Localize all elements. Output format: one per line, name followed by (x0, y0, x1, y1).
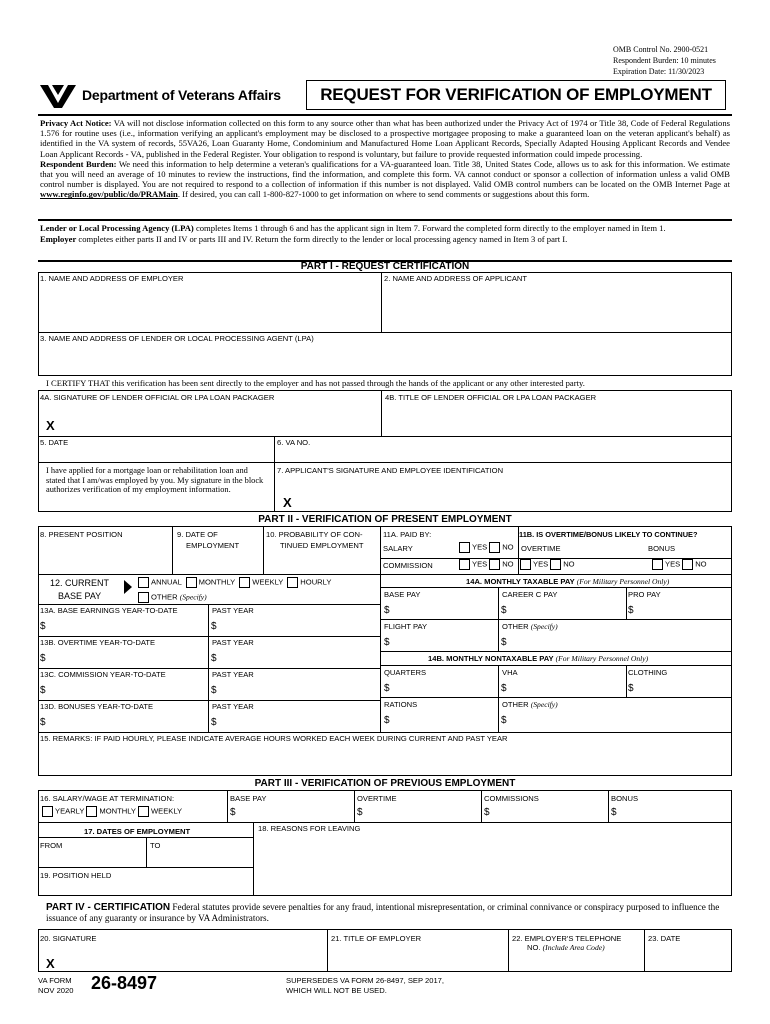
item14a-military-note: (For Military Personnel Only) (576, 577, 670, 586)
item13b-label: 13B. OVERTIME YEAR-TO-DATE (40, 638, 156, 647)
employer-text: completes either parts II and IV or parts III and IV. Return the form directly to the lender or local processing agency named in Item 3 of part I. (76, 233, 568, 244)
item17-label: 17. DATES OF EMPLOYMENT (84, 827, 191, 836)
item13d-label: 13D. BONUSES YEAR-TO-DATE (40, 702, 154, 711)
employer-signature-field[interactable] (39, 944, 326, 971)
lender-title-field[interactable] (382, 403, 731, 435)
other-taxable-specify: (Specify) (530, 622, 558, 631)
salary-label: SALARY (383, 544, 413, 553)
dollar-term-commissions: $ (484, 807, 490, 818)
from-date-field[interactable] (39, 851, 145, 866)
lpa-label: Lender or Local Processing Agency (LPA) (40, 223, 194, 233)
expiration-date: Expiration Date: 11/30/2023 (613, 67, 705, 76)
dollar-13b-past: $ (211, 653, 217, 664)
item13b-past-year-label: PAST YEAR (212, 638, 254, 647)
privacy-notice (38, 114, 732, 202)
item13a-past-year-label: PAST YEAR (212, 606, 254, 615)
salary-no-label: NO (502, 542, 514, 552)
va-seal-icon (38, 81, 78, 109)
part3-heading: PART III - VERIFICATION OF PREVIOUS EMPLOYMENT (254, 778, 516, 789)
item22-label-a: 22. EMPLOYER'S TELEPHONE (512, 934, 622, 943)
other-pay-group (136, 592, 207, 603)
commission-no-label: NO (502, 559, 514, 569)
date-field[interactable] (39, 448, 273, 461)
annual-label: ANNUAL (151, 577, 182, 587)
career-pay-label: CAREER C PAY (502, 590, 558, 599)
overtime-no-checkbox[interactable] (550, 559, 561, 570)
signature-x-mark: X (46, 418, 55, 433)
part1-heading: PART I - REQUEST CERTIFICATION (300, 261, 470, 272)
overtime-yes-group (518, 559, 575, 570)
applicant-statement: I have applied for a mortgage loan or rehabilitation loan and stated that I am/was employed by you. My signature in the block authorizes verification of my employment information. (46, 466, 264, 494)
term-base-pay-label: BASE PAY (230, 794, 267, 803)
dollar-term-overtime: $ (357, 807, 363, 818)
other-checkbox[interactable] (138, 592, 149, 603)
item11a-label: 11A. PAID BY: (383, 530, 432, 539)
weekly-label: WEEKLY (252, 577, 284, 587)
item13d-past-year-label: PAST YEAR (212, 702, 254, 711)
dollar-other-nontaxable: $ (501, 715, 507, 726)
to-date-field[interactable] (147, 851, 252, 866)
dollar-flight-pay: $ (384, 637, 390, 648)
other-label: OTHER (151, 592, 178, 602)
item6-va-no-label: 6. VA NO. (277, 438, 311, 447)
item16-label: 16. SALARY/WAGE AT TERMINATION: (40, 794, 175, 803)
commission-yes-checkbox[interactable] (459, 559, 470, 570)
item15-remarks-label: 15. REMARKS: IF PAID HOURLY, PLEASE INDICATE AVERAGE HOURS WORKED EACH WEEK DURING CURRENT AND PAST YEAR (40, 734, 508, 743)
footer-supersedes (286, 976, 444, 996)
va-logo (38, 80, 296, 110)
certification-date-field[interactable] (645, 944, 731, 971)
dollar-13b-ytd: $ (40, 653, 46, 664)
item19-label: 19. POSITION HELD (40, 871, 112, 880)
agency-name: Department of Veterans Affairs (82, 87, 281, 103)
overtime-yes-checkbox[interactable] (520, 559, 531, 570)
item13c-past-year-label: PAST YEAR (212, 670, 254, 679)
term-bonus-label: BONUS (611, 794, 639, 803)
commission-yes-group (457, 559, 514, 570)
overtime-no-label: NO (563, 559, 575, 569)
item22-area-code: (Include Area Code) (542, 943, 605, 952)
dollar-term-bonus: $ (611, 807, 617, 818)
employer-name-address-field[interactable] (39, 284, 380, 331)
form-number: 26-8497 (91, 973, 158, 993)
commission-label: COMMISSION (383, 561, 433, 570)
dollar-base-pay: $ (384, 605, 390, 616)
item12-label-b: BASE PAY (58, 591, 102, 601)
vha-label: VHA (502, 668, 518, 677)
dollar-other-taxable: $ (501, 637, 507, 648)
applicant-name-address-field[interactable] (382, 284, 731, 331)
part4-statement (46, 902, 730, 924)
other-taxable-text: OTHER (502, 622, 529, 631)
item10-label-b: TINUED EMPLOYMENT (280, 541, 364, 550)
bonus-label: BONUS (648, 544, 676, 553)
term-commissions-label: COMMISSIONS (484, 794, 539, 803)
hourly-label: HOURLY (300, 577, 332, 587)
bonus-yes-label: YES (665, 559, 681, 569)
reginfo-link[interactable]: www.reginfo.gov/public/do/PRAMain (40, 189, 178, 200)
omb-info (613, 44, 716, 77)
item3-lender-label: 3. NAME AND ADDRESS OF LENDER OR LOCAL PROCESSING AGENT (LPA) (40, 334, 314, 343)
omb-control-number: OMB Control No. 2900-0521 (613, 45, 709, 54)
bonus-no-checkbox[interactable] (682, 559, 693, 570)
dollar-13a-past: $ (211, 621, 217, 632)
annual-checkbox[interactable] (138, 577, 149, 588)
salary-yes-label: YES (472, 542, 488, 552)
position-held-field[interactable] (39, 881, 252, 895)
arrow-right-icon (124, 580, 132, 594)
burden-text-1: We need this information to help determine a veteran's qualifications for a VA-guaranteed loan. Title 38, United States Code, allows us to ask for this information. We estimate that you will need an average of 10 minutes to review the instructions, find the information, and complete this form. VA cannot conduct or sponsor a collection of information unless a valid OMB control number is displayed. You are not required to respond to a collection of information if this number is not displayed. Valid OMB control numbers can be located on the OMB Internet Page at (40, 158, 730, 190)
item22-label-b (527, 943, 605, 952)
item2-applicant-label: 2. NAME AND ADDRESS OF APPLICANT (384, 274, 528, 283)
dollar-rations: $ (384, 715, 390, 726)
to-label: TO (150, 841, 161, 850)
item13c-label: 13C. COMMISSION YEAR-TO-DATE (40, 670, 166, 679)
commission-yes-label: YES (472, 559, 488, 569)
item14a-title: 14A. MONTHLY TAXABLE PAY (466, 577, 575, 586)
item9-label-a: 9. DATE OF (177, 530, 218, 539)
certify-statement: I CERTIFY THAT this verification has been sent directly to the employer and has not passed through the hands of the applicant or any other interested party. (46, 378, 585, 388)
bonus-yes-checkbox[interactable] (652, 559, 663, 570)
dollar-13c-past: $ (211, 685, 217, 696)
monthly-checkbox[interactable] (186, 577, 197, 588)
item8-label: 8. PRESENT POSITION (40, 530, 123, 539)
bonus-yes-group (650, 559, 707, 570)
salary-yes-checkbox[interactable] (459, 542, 470, 553)
item14b-title: 14B. MONTHLY NONTAXABLE PAY (428, 654, 554, 663)
item13a-label: 13A. BASE EARNINGS YEAR-TO-DATE (40, 606, 178, 615)
form-title: REQUEST FOR VERIFICATION OF EMPLOYMENT (306, 80, 726, 110)
pro-pay-label: PRO PAY (628, 590, 661, 599)
commission-no-checkbox[interactable] (489, 559, 500, 570)
monthly-label: MONTHLY (198, 577, 236, 587)
other-nontaxable-text: OTHER (502, 700, 529, 709)
term-weekly-label: WEEKLY (150, 806, 183, 816)
overtime-yes-label: YES (533, 559, 549, 569)
term-overtime-label: OVERTIME (357, 794, 397, 803)
burden-label: Respondent Burden: (40, 158, 117, 169)
applicant-x-mark: X (283, 495, 292, 510)
item14b-military-note: (For Military Personnel Only) (555, 654, 649, 663)
term-weekly-checkbox[interactable] (138, 806, 149, 817)
instructions (38, 219, 732, 246)
base-pay-label: BASE PAY (384, 590, 421, 599)
footer-form-info (38, 976, 73, 996)
clothing-label: CLOTHING (628, 668, 668, 677)
footer-form-date: NOV 2020 (38, 986, 74, 995)
supersedes-line-1: SUPERSEDES VA FORM 26-8497, SEP 2017, (286, 976, 444, 985)
dollar-13d-past: $ (211, 717, 217, 728)
respondent-burden: Respondent Burden: 10 minutes (613, 56, 716, 65)
dollar-pro-pay: $ (628, 605, 634, 616)
item21-label: 21. TITLE OF EMPLOYER (331, 934, 422, 943)
part4-heading: PART IV - CERTIFICATION (46, 902, 171, 913)
item18-label: 18. REASONS FOR LEAVING (258, 824, 361, 833)
employer-telephone-field[interactable] (509, 953, 643, 971)
bonus-no-label: NO (695, 559, 707, 569)
va-number-field[interactable] (275, 448, 731, 461)
termination-frequency-group (40, 806, 182, 817)
remarks-field[interactable] (39, 744, 731, 775)
applicant-signature-field[interactable] (275, 476, 731, 511)
burden-text-2: . If desired, you can call 1-800-827-1000 to get information on where to send comments or suggestions about this form. (177, 189, 590, 200)
item23-label: 23. DATE (648, 934, 681, 943)
item11b-label: 11B. IS OVERTIME/BONUS LIKELY TO CONTINUE? (519, 530, 698, 539)
dollar-quarters: $ (384, 683, 390, 694)
dollar-term-base-pay: $ (230, 807, 236, 818)
part2-heading: PART II - VERIFICATION OF PRESENT EMPLOYMENT (258, 514, 512, 525)
yearly-label: YEARLY (55, 806, 85, 816)
item14a-label (466, 577, 669, 586)
item4b-label: 4B. TITLE OF LENDER OFFICIAL OR LPA LOAN PACKAGER (385, 393, 597, 402)
term-monthly-checkbox[interactable] (86, 806, 97, 817)
item1-employer-label: 1. NAME AND ADDRESS OF EMPLOYER (40, 274, 184, 283)
hourly-checkbox[interactable] (287, 577, 298, 588)
salary-no-checkbox[interactable] (489, 542, 500, 553)
from-label: FROM (40, 841, 63, 850)
other-taxable-label (502, 622, 558, 631)
employer-title-field[interactable] (328, 944, 507, 971)
privacy-text: VA will not disclose information collected on this form to any source other than what has been authorized under the Privacy Act of 1974 or Title 38, Code of Federal Regulations 1.576 for routine uses (i.e., information verifying an applicant's employment may be disclosed to a prospective mortgagee proposing to make a guaranteed loan on the veteran applicant's behalf) as identified in the VA system of records, 55VA26, Loan Guaranty Home, Condominium and Manufactured Home Loan Applicant Records, Specially Adapted Housing Applicant Records and Vendee Loan Applicant Records - VA, published in the Federal Register. Your obligation to respond is voluntary, but failure to provide requested information could impede processing. (40, 118, 730, 159)
dollar-13c-ytd: $ (40, 685, 46, 696)
quarters-label: QUARTERS (384, 668, 427, 677)
item12-label (50, 577, 109, 603)
supersedes-line-2: WHICH WILL NOT BE USED. (286, 986, 387, 995)
other-specify-label: (Specify) (179, 592, 207, 602)
reasons-for-leaving-field[interactable] (254, 834, 731, 895)
dollar-13a-ytd: $ (40, 621, 46, 632)
privacy-label: Privacy Act Notice: (40, 118, 112, 128)
other-nontaxable-label (502, 700, 558, 709)
lpa-text: completes Items 1 through 6 and has the applicant sign in Item 7. Forward the completed form directly to the employer named in Item 1. (193, 223, 666, 233)
dollar-clothing: $ (628, 683, 634, 694)
lender-name-address-field[interactable] (39, 344, 731, 375)
weekly-checkbox[interactable] (239, 577, 250, 588)
item5-date-label: 5. DATE (40, 438, 69, 447)
dollar-career-pay: $ (501, 605, 507, 616)
rations-label: RATIONS (384, 700, 418, 709)
item12-label-a: 12. CURRENT (50, 578, 110, 588)
item10-label-a: 10. PROBABILITY OF CON- (266, 530, 363, 539)
other-nontaxable-specify: (Specify) (530, 700, 558, 709)
item20-label: 20. SIGNATURE (40, 934, 97, 943)
part4-text: Federal statutes provide severe penalties for any fraud, intentional misrepresentation, or criminal connivance or conspiracy purposed to influence the issuance of any guaranty or insurance by VA Administrators. (46, 902, 720, 923)
salary-yes-group (457, 542, 514, 553)
footer-va-form: VA FORM (38, 976, 72, 985)
item4a-label: 4A. SIGNATURE OF LENDER OFFICIAL OR LPA LOAN PACKAGER (40, 393, 275, 402)
employer-label: Employer (40, 233, 77, 244)
item14b-label (428, 654, 648, 663)
item22-no: NO. (527, 943, 541, 952)
lender-signature-field[interactable] (39, 403, 380, 435)
flight-pay-label: FLIGHT PAY (384, 622, 428, 631)
yearly-checkbox[interactable] (42, 806, 53, 817)
pay-frequency-group (136, 577, 331, 588)
item9-label-b: EMPLOYMENT (186, 541, 240, 550)
term-monthly-label: MONTHLY (99, 806, 136, 816)
dollar-vha: $ (501, 683, 507, 694)
item7-label: 7. APPLICANT'S SIGNATURE AND EMPLOYEE IDENTIFICATION (277, 466, 504, 475)
employer-x-mark: X (46, 956, 55, 971)
dollar-13d-ytd: $ (40, 717, 46, 728)
overtime-label: OVERTIME (521, 544, 561, 553)
